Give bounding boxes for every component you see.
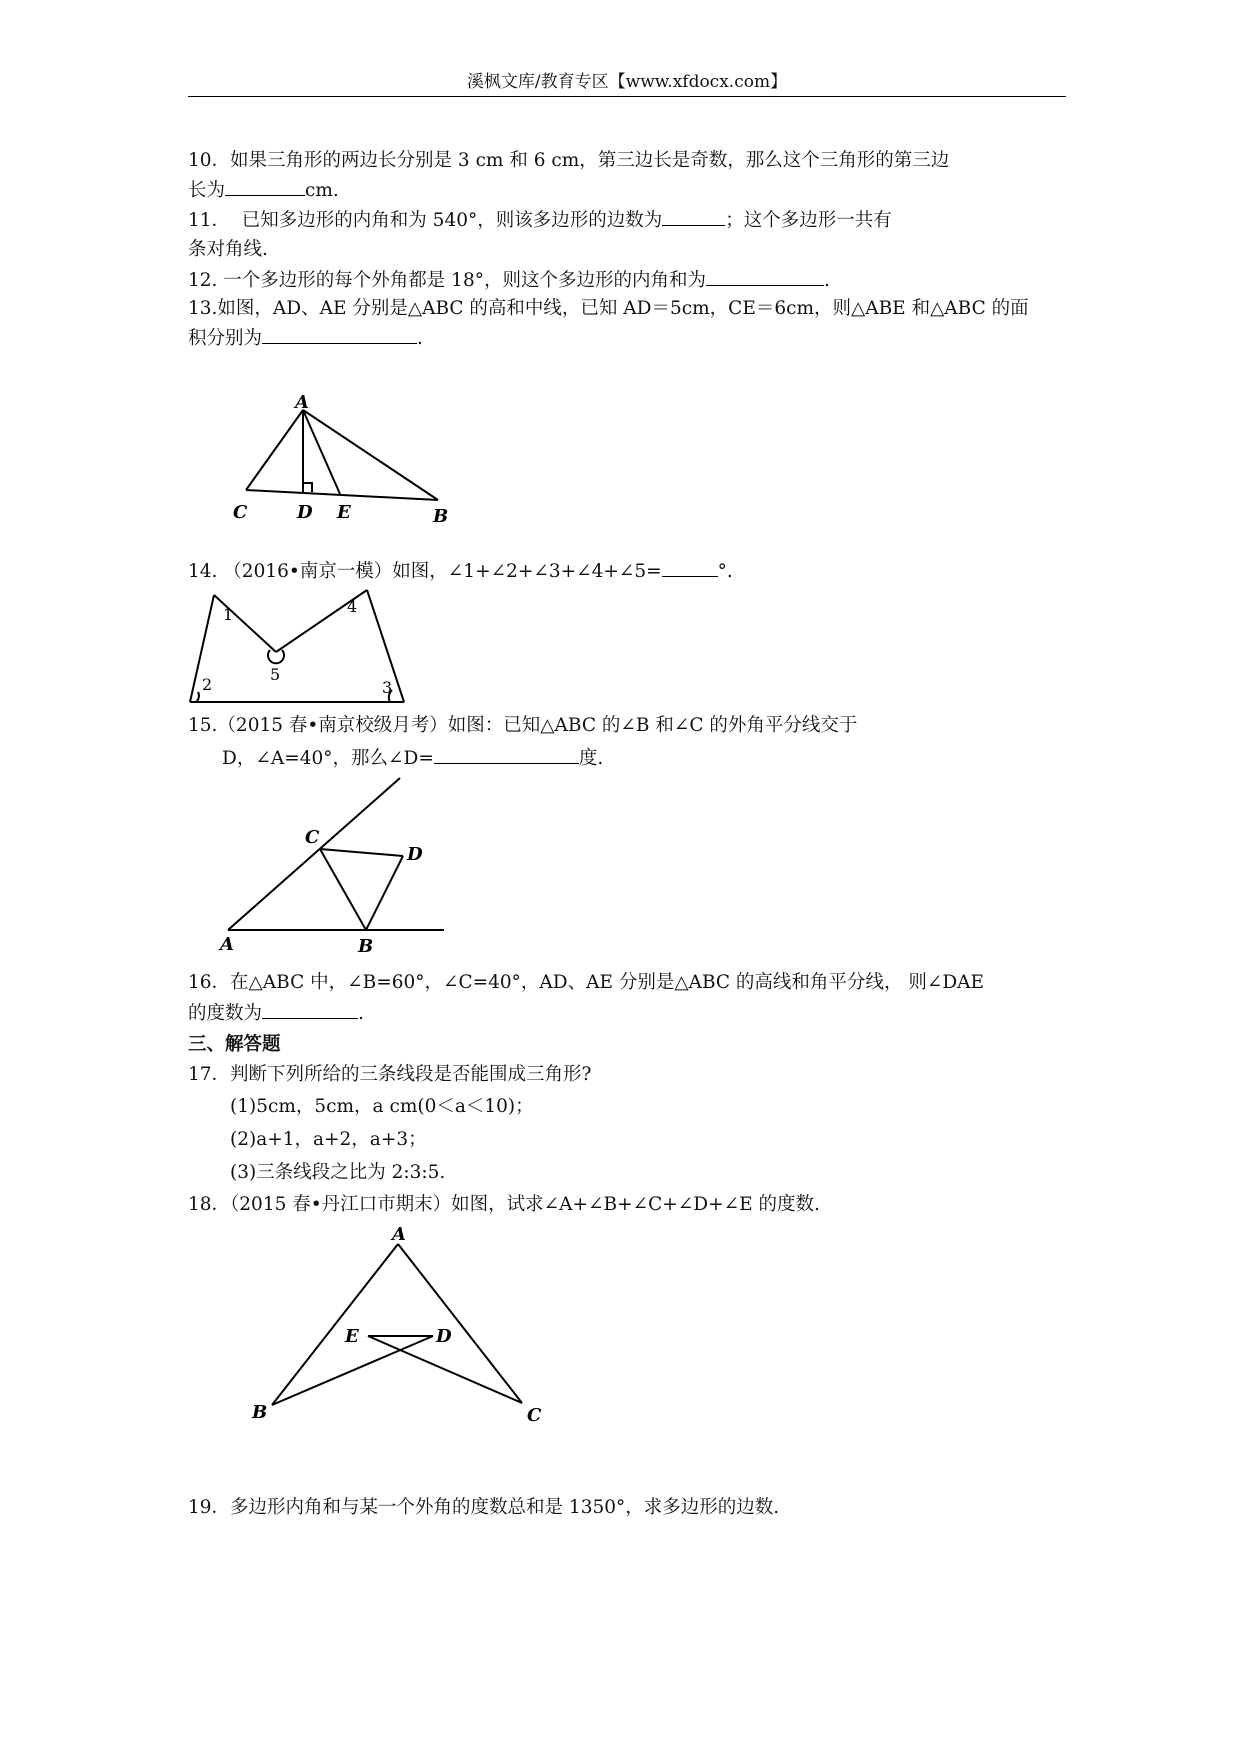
angle-label-5: 5 [270,665,281,684]
page-header: 溪枫文库/教育专区【www.xfdocx.com】 [466,72,788,92]
q17-item1: (1)5cm，5cm，a cm(0＜a＜10)； [230,1096,534,1117]
q15-text: D，∠A=40°，那么∠D= [222,748,434,769]
q19-line1: 19．多边形内角和与某一个外角的度数总和是 1350°，求多边形的边数. [188,1497,780,1518]
q10-line1: 10．如果三角形的两边长分别是 3 cm 和 6 cm，第三边长是奇数，那么这个三角形的第三边 [188,150,950,171]
q11-text: 11． 已知多边形的内角和为 540°，则该多边形的边数为 [188,210,663,231]
angle-label-3: 3 [382,678,393,697]
label-A: A [392,1224,406,1245]
q11-line2: 条对角线. [188,239,268,260]
label-B: B [433,506,449,527]
q16-suffix: . [358,1003,364,1024]
label-C: C [233,502,248,523]
q17-item3: (3)三条线段之比为 2:3:5. [230,1162,446,1183]
section-title-answers: 三、解答题 [188,1034,281,1055]
q17-item2: (2)a+1，a+2，a+3； [230,1129,427,1150]
label-D: D [407,844,423,865]
q17-line1: 17．判断下列所给的三条线段是否能围成三角形? [188,1064,592,1085]
q15-suffix: 度. [578,748,604,769]
angle-label-4: 4 [347,597,358,616]
q13-line1: 13.如图，AD、AE 分别是△ABC 的高和中线，已知 AD＝5cm，CE＝6cm，则△ABE 和△ABC 的面 [188,298,1029,319]
angle-label-1: 1 [223,605,234,624]
label-D: D [297,502,313,523]
q14-text: 14. （2016•南京一模）如图，∠1+∠2+∠3+∠4+∠5= [188,561,662,582]
label-C: C [305,827,320,848]
label-A: A [295,392,309,413]
q12-suffix: . [823,270,830,291]
q16-line1: 16．在△ABC 中，∠B=60°，∠C=40°，AD、AE 分别是△ABC 的高线和角平分线， 则∠DAE [188,972,985,993]
q11-text-cont: ；这个多边形一共有 [725,210,892,231]
label-A: A [220,934,234,955]
q16-prefix: 的度数为 [188,1003,263,1024]
label-E: E [337,502,351,523]
q10-suffix: cm. [305,180,339,201]
q18-line1: 18．（2015 春•丹江口市期末）如图，试求∠A+∠B+∠C+∠D+∠E 的度数. [188,1194,820,1215]
q13-prefix: 积分别为 [188,328,263,349]
q13-suffix: . [417,328,423,349]
q10-prefix: 长为 [188,180,226,201]
label-D: D [436,1326,452,1347]
q12-text: 12. 一个多边形的每个外角都是 18°，则这个多边形的内角和为 [188,270,706,291]
q15-line1: 15.（2015 春•南京校级月考）如图：已知△ABC 的∠B 和∠C 的外角平分线交于 [188,715,858,736]
angle-label-2: 2 [202,675,213,694]
label-B: B [358,936,374,957]
label-B: B [252,1402,268,1423]
label-C: C [527,1405,542,1426]
q14-suffix: °. [717,561,733,582]
label-E: E [345,1326,359,1347]
